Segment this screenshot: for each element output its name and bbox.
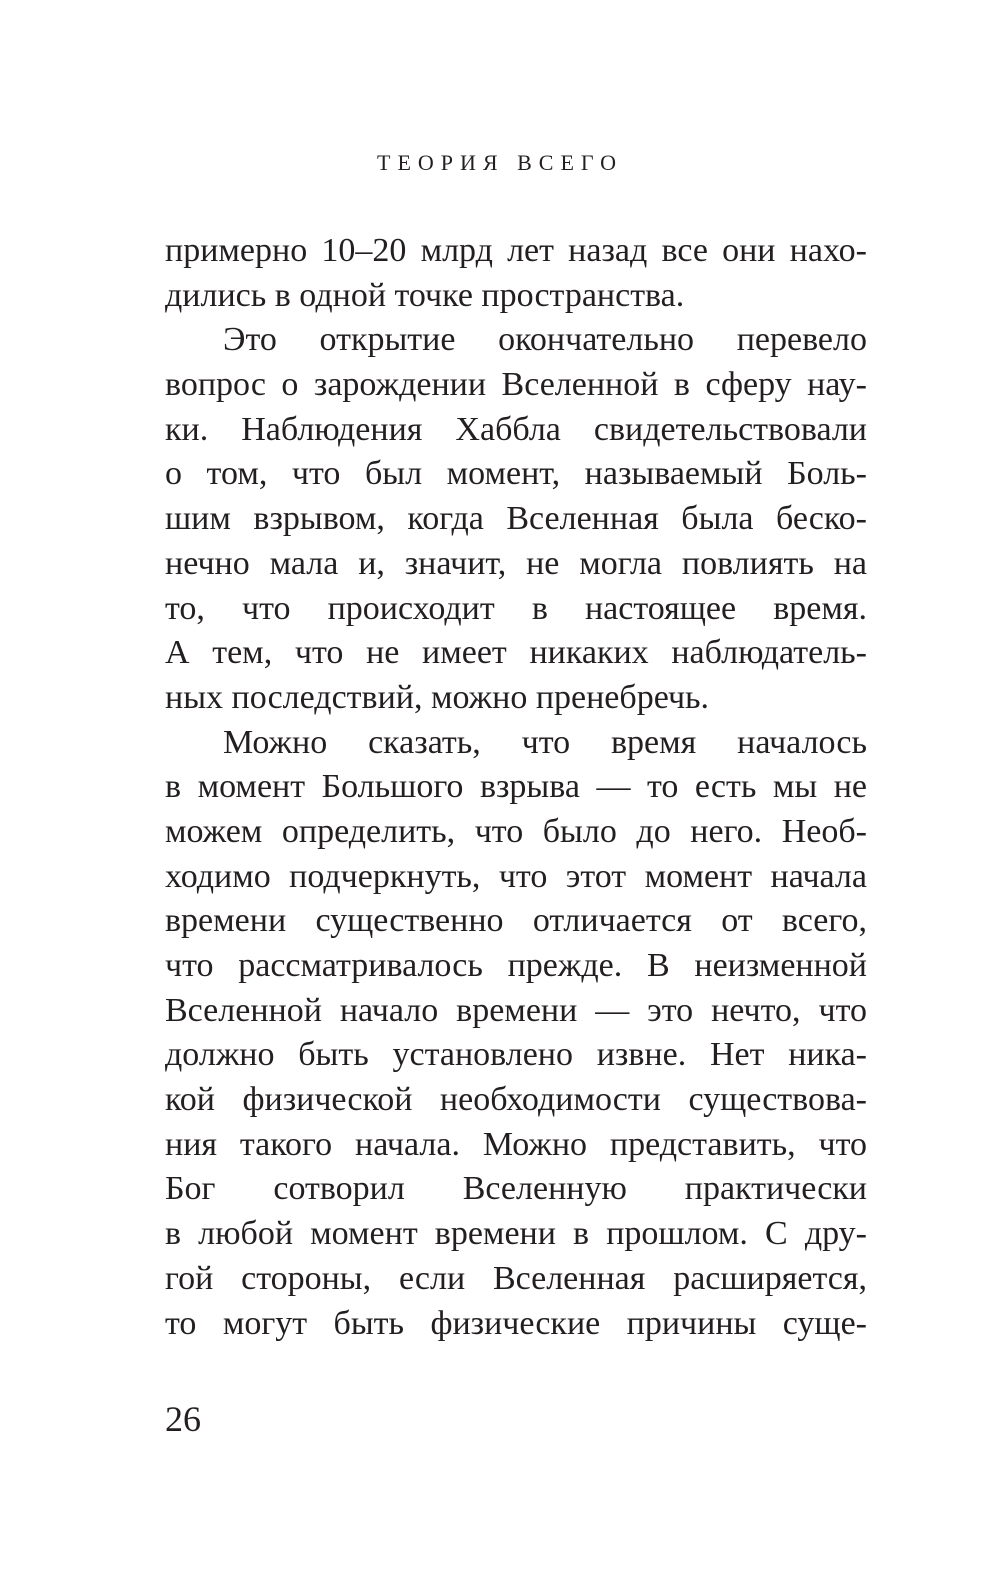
text-line: гой стороны, если Вселенная расширяется,	[165, 1259, 867, 1297]
text-line: можем определить, что было до него. Необ-	[165, 812, 867, 850]
text-line: Бог сотворил Вселенную практически	[165, 1170, 867, 1208]
text-line: А тем, что не имеет никаких наблюдатель-	[165, 634, 867, 672]
text-line: в любой момент времени в прошлом. С дру-	[165, 1215, 867, 1253]
text-line: ния такого начала. Можно представить, что	[165, 1125, 867, 1163]
text-line: вопрос о зарождении Вселенной в сферу нау-	[165, 366, 867, 404]
text-line: дились в одной точке пространства.	[165, 276, 685, 314]
text-line: Вселенной начало времени — это нечто, что	[165, 991, 867, 1029]
body-text	[165, 229, 867, 1346]
text-line: примерно 10–20 млрд лет назад все они нахо-	[165, 232, 867, 269]
text-line: Можно сказать, что время началось	[223, 723, 867, 761]
text-line: ки. Наблюдения Хаббла свидетельствовали	[165, 410, 867, 448]
text-line: о том, что был момент, называемый Боль-	[165, 455, 867, 493]
text-line: то, что происходит в настоящее время.	[165, 589, 867, 627]
text-line: ходимо подчеркнуть, что этот момент начала	[165, 857, 867, 895]
text-line: шим взрывом, когда Вселенная была беско-	[165, 500, 867, 538]
text-line: ных последствий, можно пренебречь.	[165, 678, 710, 716]
text-line: нечно мала и, значит, не могла повлиять на	[165, 544, 867, 582]
text-line: в момент Большого взрыва — то есть мы не	[165, 768, 867, 806]
text-line: времени существенно отличается от всего,	[165, 902, 867, 940]
page-number: 26	[165, 1399, 201, 1439]
running-header: ТЕОРИЯ ВСЕГО	[377, 150, 623, 175]
text-line: то могут быть физические причины суще-	[165, 1304, 867, 1342]
text-line: кой физической необходимости существова-	[165, 1081, 867, 1119]
text-line: должно быть установлено извне. Нет ника-	[165, 1036, 867, 1074]
text-line: что рассматривалось прежде. В неизменной	[165, 947, 867, 984]
text-line: Это открытие окончательно перевело	[223, 321, 867, 359]
